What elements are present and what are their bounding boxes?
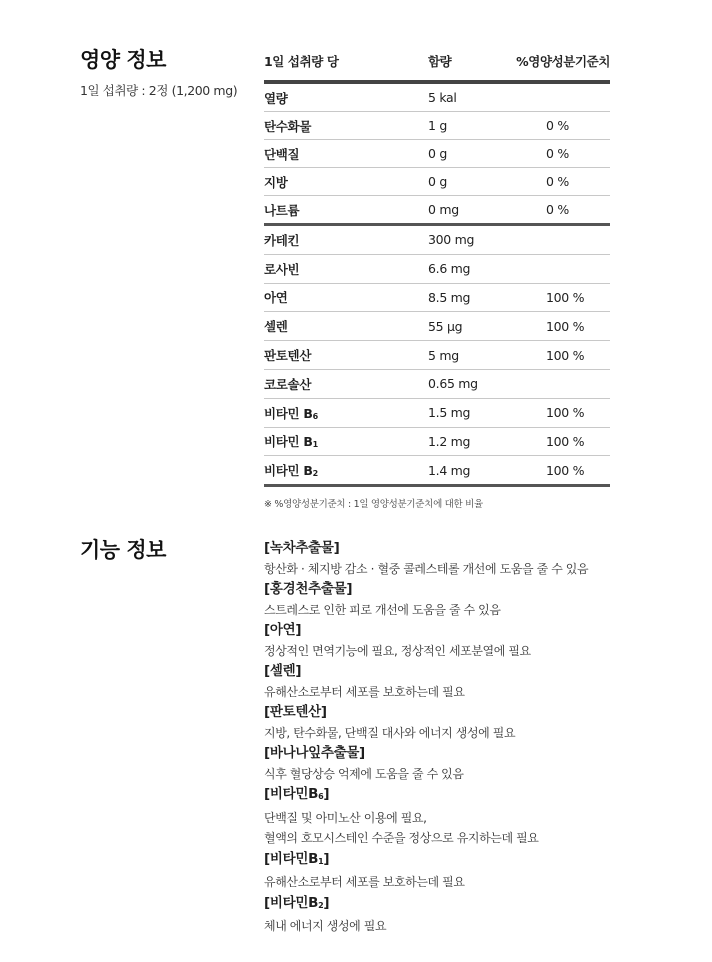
ingredient-name: 비타민 $B_6$ — [264, 405, 318, 421]
functional-title: 기능 정보 — [80, 538, 166, 562]
nutrient-dv: 0 % — [546, 202, 569, 217]
table-row — [264, 226, 610, 255]
table-row — [264, 312, 610, 341]
ingredient-name: 비타민 $B_1$ — [264, 434, 318, 450]
ingredient-heading: [판토텐산] — [264, 704, 327, 720]
list-item — [264, 579, 624, 620]
functional-info-list — [264, 538, 624, 937]
nutrient-name: 지방 — [264, 174, 288, 190]
ingredient-heading: [비타민$B_2$] — [264, 894, 330, 911]
nutrient-name: 열량 — [264, 90, 288, 106]
list-item — [264, 743, 624, 784]
ingredient-amount: 5 mg — [428, 347, 459, 363]
ingredient-amount: 1.2 mg — [428, 433, 471, 449]
nutrient-amount: 0 g — [428, 146, 447, 161]
table-row — [264, 112, 610, 140]
ingredient-name: 아연 — [264, 290, 288, 306]
table-row — [264, 284, 610, 313]
list-item — [264, 702, 624, 743]
ingredient-name: 코로솔산 — [264, 376, 312, 392]
table-row — [264, 341, 610, 370]
ingredient-amount: 0.65 mg — [428, 376, 478, 392]
ingredient-name: 카테킨 — [264, 232, 300, 248]
ingredient-heading: [녹차추출물] — [264, 540, 340, 556]
basic-nutrients-group — [264, 84, 610, 226]
ingredient-amount: 300 mg — [428, 232, 475, 248]
table-row — [264, 168, 610, 196]
ingredient-amount: 8.5 mg — [428, 289, 471, 305]
ingredient-description: 유해산소로부터 세포를 보호하는데 필요 — [264, 875, 465, 889]
ingredient-name: 셀렌 — [264, 319, 288, 335]
table-row — [264, 196, 610, 226]
table-row — [264, 399, 610, 428]
ingredient-dv: 100 % — [546, 462, 585, 478]
ingredient-description: 혈액의 호모시스테인 수준을 정상으로 유지하는데 필요 — [264, 831, 539, 845]
nutrient-dv: 0 % — [546, 118, 569, 133]
list-item — [264, 849, 624, 893]
ingredient-dv: 100 % — [546, 289, 585, 305]
serving-size: 1일 섭취량 : 2정 (1,200 mg) — [80, 83, 238, 98]
ingredient-name: 로사빈 — [264, 261, 300, 277]
ingredient-heading: [비타민$B_6$] — [264, 786, 330, 802]
ingredient-description: 체내 에너지 생성에 필요 — [264, 919, 387, 933]
table-row — [264, 84, 610, 112]
list-item — [264, 784, 624, 849]
ingredient-amount: 6.6 mg — [428, 261, 471, 277]
nutrient-amount: 1 g — [428, 118, 447, 133]
ingredient-dv: 100 % — [546, 318, 585, 334]
nutrient-dv: 0 % — [546, 174, 569, 189]
nutrient-amount: 0 mg — [428, 202, 459, 217]
table-row — [264, 255, 610, 284]
nutrient-name: 나트륨 — [264, 202, 300, 218]
ingredient-name: 판토텐산 — [264, 348, 312, 364]
ingredient-description: 단백질 및 아미노산 이용에 필요, — [264, 810, 427, 825]
nutrition-title: 영양 정보 — [80, 48, 166, 72]
table-row — [264, 428, 610, 457]
ingredient-heading: [아연] — [264, 622, 302, 638]
ingredient-description: 항산화 · 체지방 감소 · 혈중 콜레스테롤 개선에 도움을 줄 수 있음 — [264, 561, 589, 576]
ingredient-description: 스트레스로 인한 피로 개선에 도움을 줄 수 있음 — [264, 602, 501, 617]
header-name: 1일 섭취량 당 — [264, 54, 339, 69]
ingredient-heading: [셀렌] — [264, 663, 302, 679]
nutrient-amount: 5 kal — [428, 90, 457, 105]
list-item — [264, 538, 624, 579]
ingredient-dv: 100 % — [546, 405, 585, 421]
ingredient-description: 유해산소로부터 세포를 보호하는데 필요 — [264, 684, 465, 699]
table-row — [264, 370, 610, 399]
header-daily-value: %영양성분기준치 — [516, 54, 610, 69]
ingredient-amount: 1.4 mg — [428, 462, 471, 478]
ingredient-heading: [홍경천추출물] — [264, 581, 353, 597]
header-amount: 함량 — [428, 54, 452, 69]
footnote: ※ %영양성분기준치 : 1일 영양성분기준치에 대한 비율 — [264, 499, 483, 511]
nutrient-amount: 0 g — [428, 174, 447, 189]
table-row — [264, 456, 610, 487]
ingredient-heading: [바나나잎추출물] — [264, 745, 365, 761]
list-item — [264, 661, 624, 702]
ingredient-heading: [비타민$B_1$] — [264, 850, 330, 867]
ingredient-amount: 1.5 mg — [428, 405, 471, 421]
table-header — [264, 46, 610, 84]
ingredient-dv: 100 % — [546, 347, 585, 363]
ingredient-amount: 55 µg — [428, 318, 463, 334]
nutrient-dv: 0 % — [546, 146, 569, 161]
ingredient-dv: 100 % — [546, 433, 585, 449]
nutrient-name: 탄수화물 — [264, 118, 312, 134]
ingredient-description: 정상적인 면역기능에 필요, 정상적인 세포분열에 필요 — [264, 643, 531, 658]
functional-ingredients-group — [264, 226, 610, 487]
ingredient-description: 식후 혈당상승 억제에 도움을 줄 수 있음 — [264, 766, 464, 781]
list-item — [264, 893, 624, 937]
nutrient-name: 단백질 — [264, 146, 300, 162]
table-row — [264, 140, 610, 168]
ingredient-description: 지방, 탄수화물, 단백질 대사와 에너지 생성에 필요 — [264, 725, 516, 740]
list-item — [264, 620, 624, 661]
nutrition-table — [264, 46, 610, 510]
ingredient-name: 비타민 $B_2$ — [264, 463, 318, 479]
